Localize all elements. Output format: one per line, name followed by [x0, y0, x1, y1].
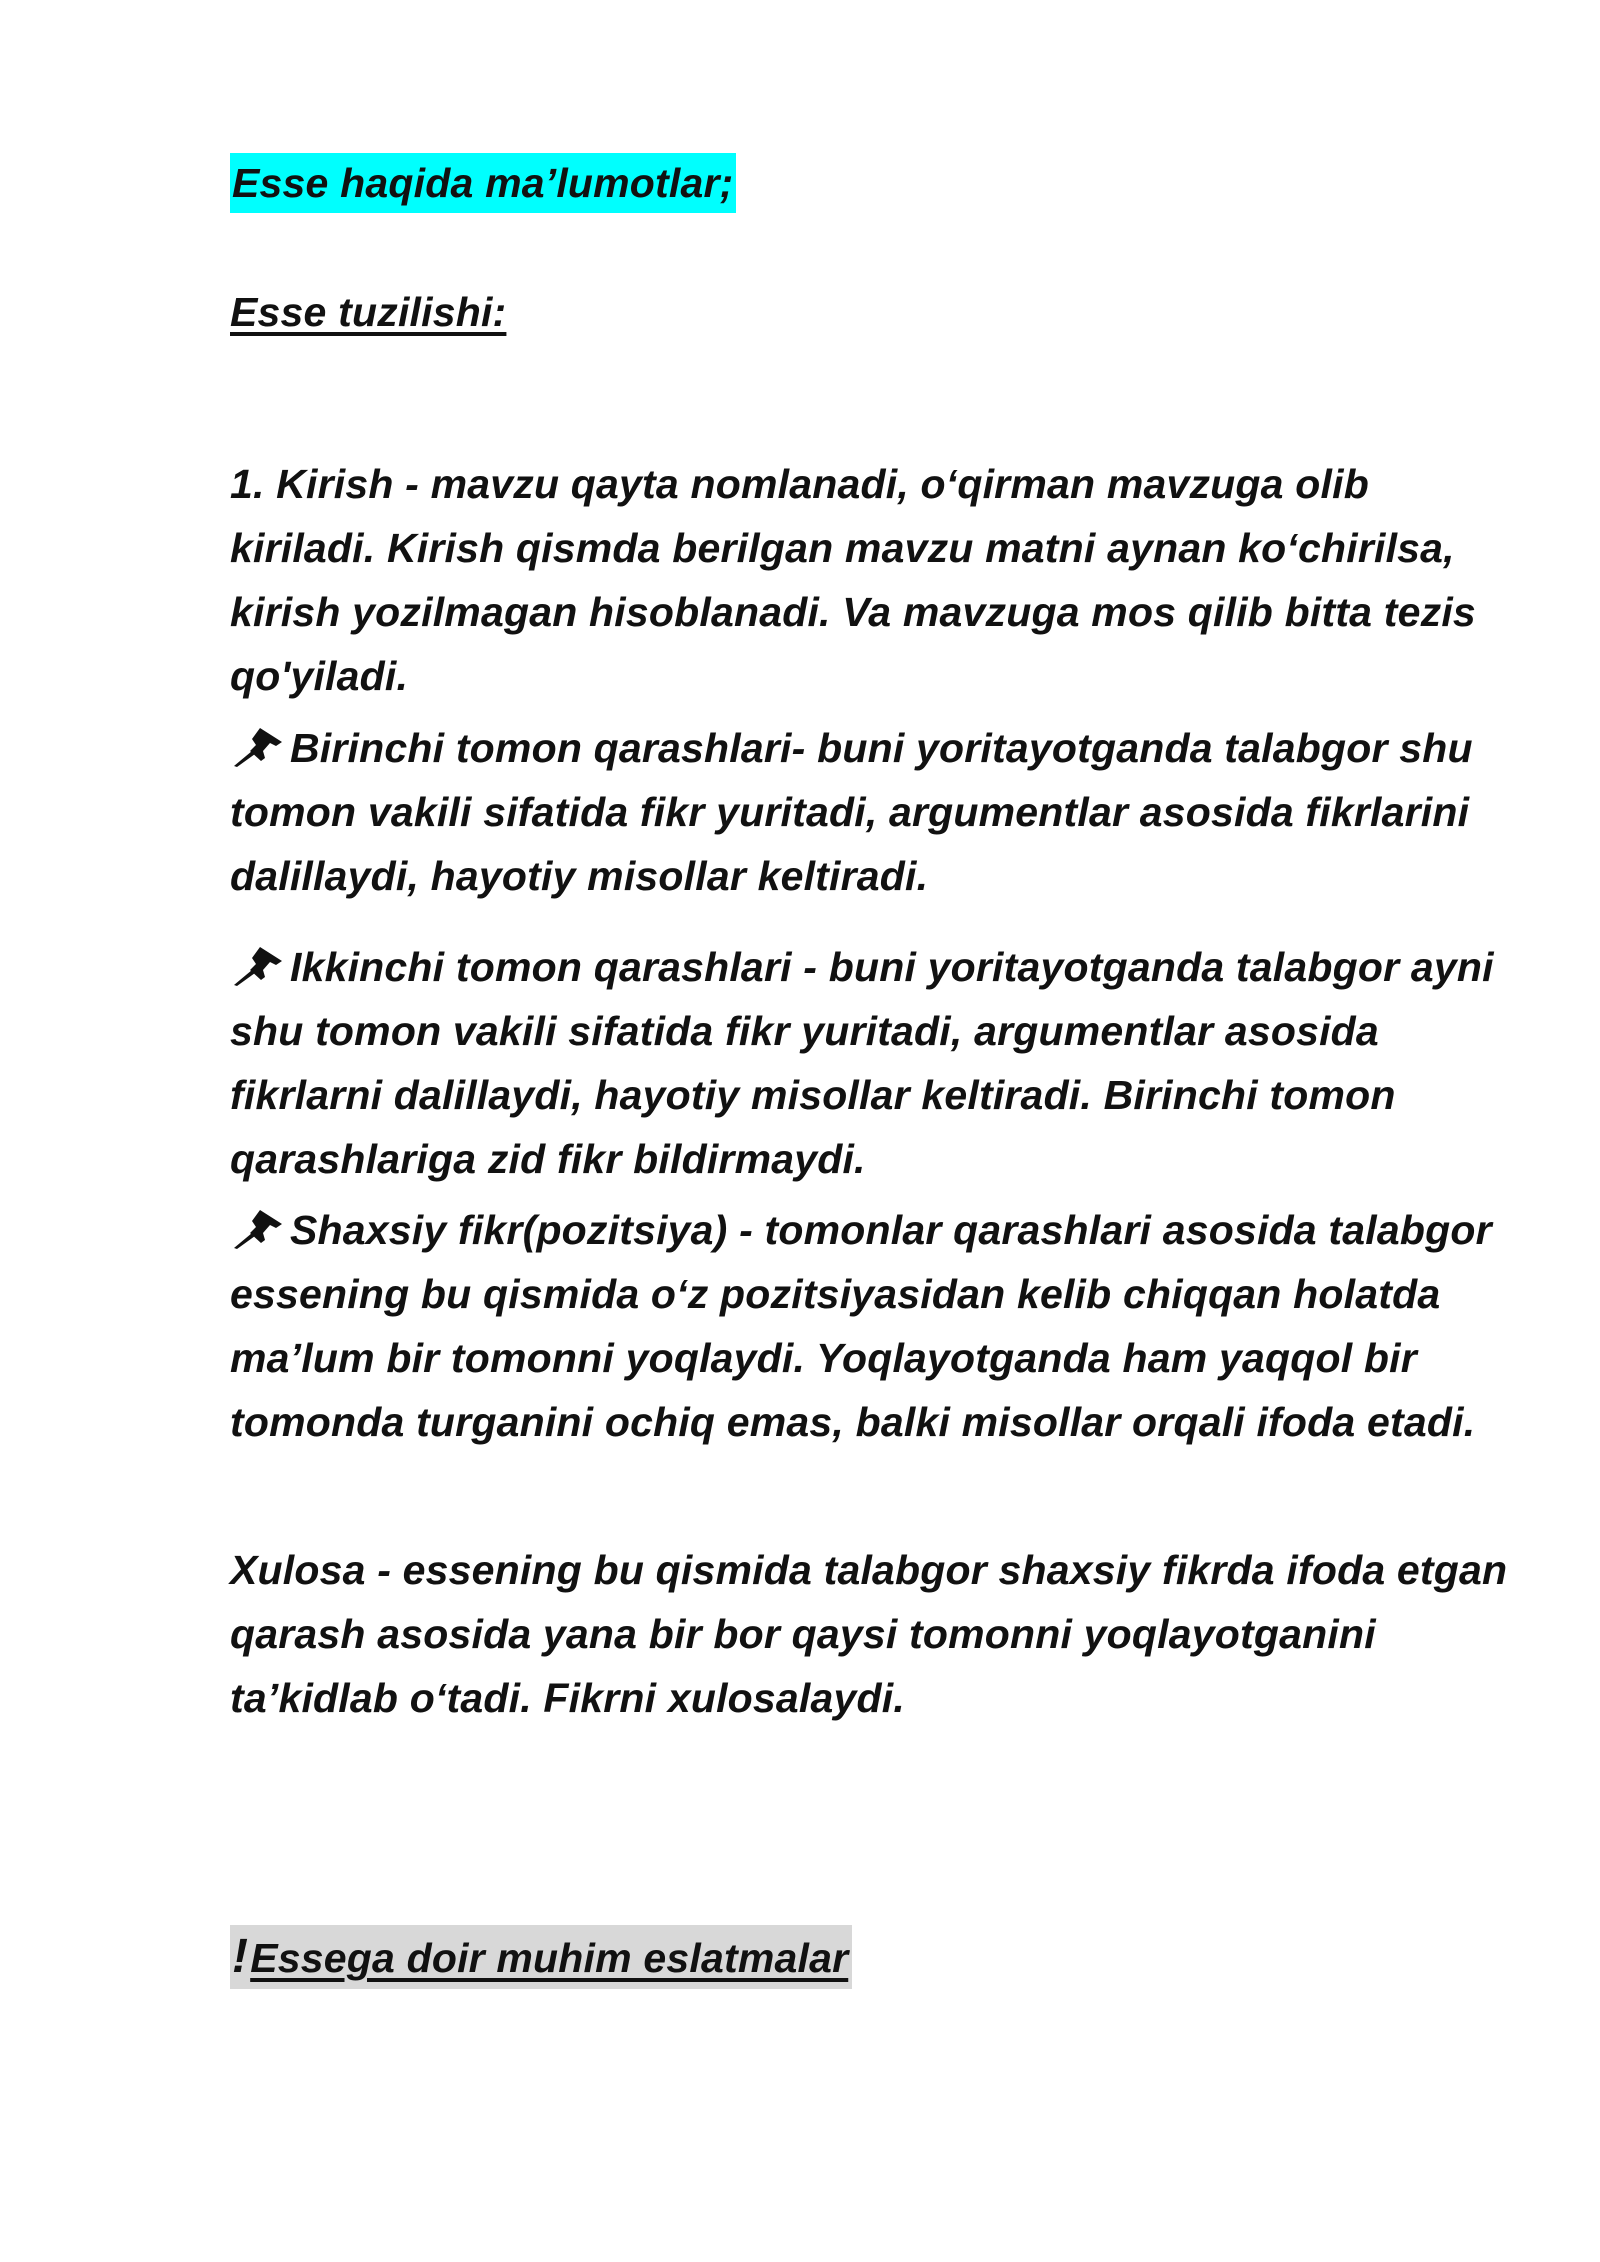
structure-heading [230, 282, 506, 342]
main-heading-text: Esse haqida ma’lumotlar; [232, 160, 734, 206]
main-heading [230, 153, 736, 213]
paragraph-personal-opinion [230, 1198, 1520, 1454]
pushpin-icon [230, 943, 286, 987]
pushpin-icon [230, 1206, 286, 1250]
pushpin-icon [230, 724, 286, 768]
paragraph-introduction [230, 452, 1520, 708]
exclamation-icon: ! [232, 1930, 249, 1983]
structure-heading-text: Esse tuzilishi: [230, 289, 507, 335]
paragraph-text: Birinchi tomon qarashlari- buni yoritayotganda talabgor shu tomon vakili sifatida fikr yuritadi, argumentlar asosida fikrlarini dalillaydi, hayotiy misollar keltiradi. [230, 725, 1473, 899]
paragraph-second-side [230, 935, 1520, 1191]
paragraph-first-side [230, 716, 1520, 908]
paragraph-text: 1. Kirish - mavzu qayta nomlanadi, o‘qirman mavzuga olib kiriladi. Kirish qismda berilgan mavzu matni aynan ko‘chirilsa, kirish yozilmagan hisoblanadi. Va mavzuga mos qilib bitta tezis qo'yiladi. [230, 461, 1476, 699]
paragraph-conclusion [230, 1538, 1520, 1730]
paragraph-text: Ikkinchi tomon qarashlari - buni yoritayotganda talabgor ayni shu tomon vakili sifatida fikr yuritadi, argumentlar asosida fikrlarni dalillaydi, hayotiy misollar keltiradi. Birinchi tomon qarashlariga zid fikr bildirmaydi. [230, 944, 1494, 1182]
paragraph-text: Shaxsiy fikr(pozitsiya) - tomonlar qarashlari asosida talabgor essening bu qismida o‘z pozitsiyasidan kelib chiqqan holatda ma’lum bir tomonni yoqlaydi. Yoqlayotganda ham yaqqol bir tomonda turganini ochiq emas, balki misollar orqali ifoda etadi. [230, 1207, 1492, 1445]
important-notes-label: Essega doir muhim eslatmalar [250, 1935, 849, 1981]
important-notes-heading [230, 1925, 852, 1989]
paragraph-text: Xulosa - essening bu qismida talabgor shaxsiy fikrda ifoda etgan qarash asosida yana bir bor qaysi tomonni yoqlayotganini ta’kidlab o‘tadi. Fikrni xulosalaydi. [230, 1547, 1508, 1721]
